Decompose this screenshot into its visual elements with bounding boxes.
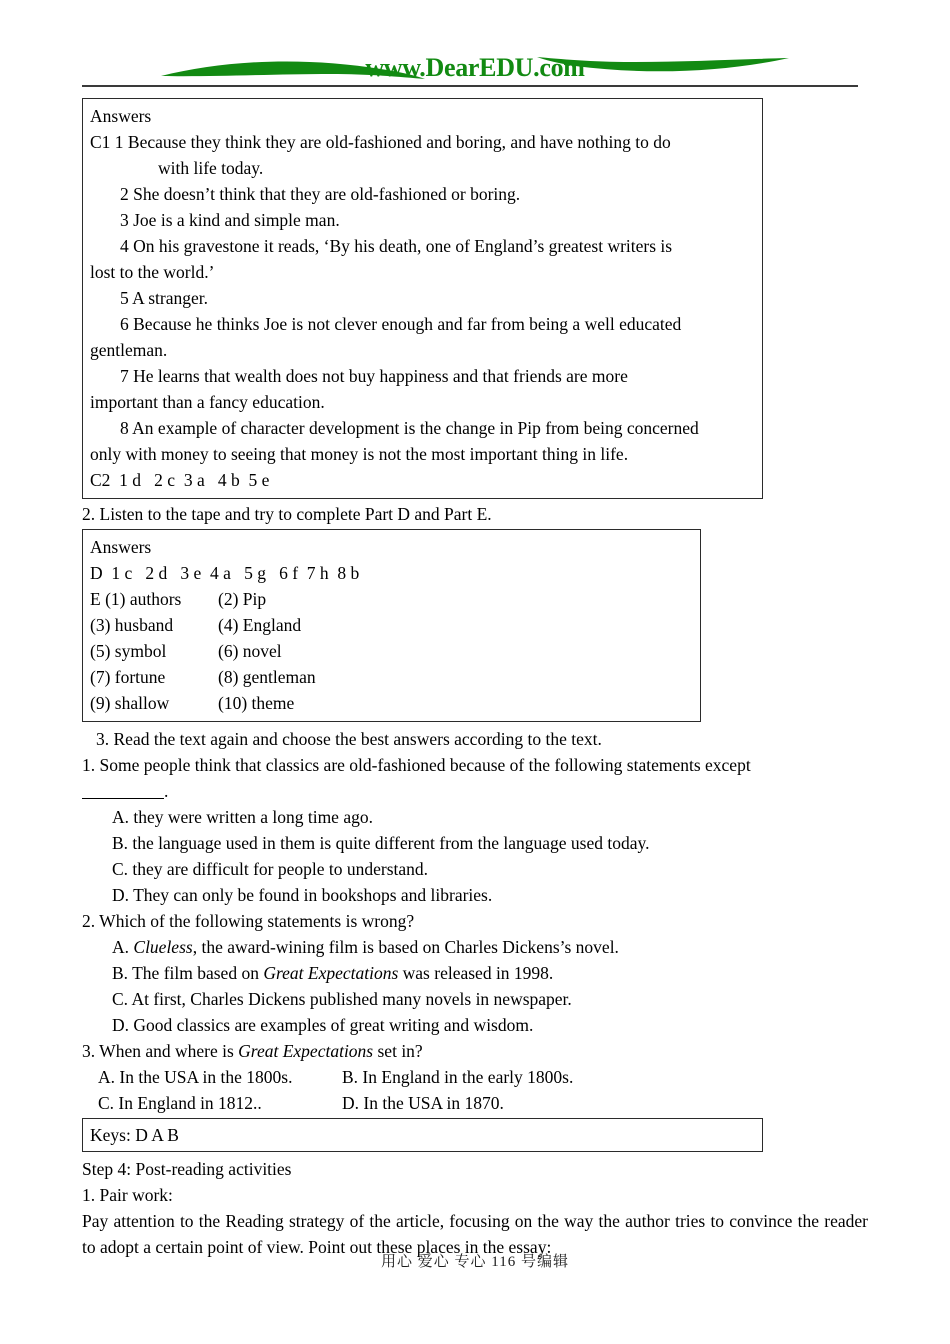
q2-b-pre: B. The film based on [112, 963, 264, 983]
answers-label-de: Answers [90, 537, 152, 557]
answers-box-c [82, 98, 763, 499]
c1-item1: C1 1 Because they think they are old-fashioned and boring, and have nothing to do [90, 132, 671, 152]
e-answer-right: (4) England [218, 615, 302, 635]
c1-item7: 7 He learns that wealth does not buy happiness and that friends are more [120, 366, 628, 386]
c1-item6-cont: gentleman. [90, 340, 168, 360]
c1-item5: 5 A stranger. [120, 288, 208, 308]
site-logo [0, 46, 950, 86]
question-1-stem [82, 752, 866, 778]
q1-option-d[interactable]: D. They can only be found in bookshops and libraries. [112, 885, 493, 905]
answers-box-de [82, 529, 701, 722]
question-2-stem: 2. Which of the following statements is wrong? [82, 911, 415, 931]
q3-option-a[interactable]: A. In the USA in the 1800s. [98, 1067, 293, 1087]
page-header [0, 0, 950, 92]
d-answers: D 1 c 2 d 3 e 4 a 5 g 6 f 7 h 8 b [90, 563, 360, 583]
step4-paragraph: Pay attention to the Reading strategy of the article, focusing on the way the author tries to convince the reader to adopt a certain point of view. Point out these places in the essay: [82, 1211, 868, 1257]
c1-item6: 6 Because he thinks Joe is not clever enough and far from being a well educated [120, 314, 682, 334]
logo-swoosh-graphic [155, 46, 795, 86]
q2-option-c[interactable]: C. At first, Charles Dickens published many novels in newspaper. [112, 989, 572, 1009]
e-answer-row [90, 690, 694, 716]
e-answer-left: (9) shallow [90, 693, 170, 713]
answers-label-c: Answers [90, 106, 152, 126]
instruction-step-3: 3. Read the text again and choose the best answers according to the text. [96, 729, 602, 749]
step4-heading: Step 4: Post-reading activities [82, 1159, 292, 1179]
question-3-stem [82, 1038, 868, 1064]
e-answer-left: (5) symbol [90, 641, 167, 661]
c1-item7-cont: important than a fancy education. [90, 392, 325, 412]
c1-item4: 4 On his gravestone it reads, ‘By his death, one of England’s greatest writers is [120, 236, 673, 256]
c1-item4-cont: lost to the world.’ [90, 262, 215, 282]
c1-item8-cont: only with money to seeing that money is not the most important thing in life. [90, 444, 629, 464]
e-answer-right: (8) gentleman [218, 667, 316, 687]
e-answer-right: (6) novel [218, 641, 282, 661]
q3-option-d[interactable]: D. In the USA in 1870. [342, 1093, 504, 1113]
q1-option-a[interactable]: A. they were written a long time ago. [112, 807, 373, 827]
q3-stem-pre: 3. When and where is [82, 1041, 239, 1061]
e-answer-row [90, 612, 694, 638]
q3-option-b[interactable]: B. In England in the early 1800s. [342, 1067, 574, 1087]
q3-option-row-1 [82, 1064, 868, 1090]
q2-a-title: Clueless [133, 937, 193, 957]
q3-option-row-2 [82, 1090, 868, 1116]
c1-item1-cont: with life today. [158, 158, 264, 178]
q1-option-b[interactable]: B. the language used in them is quite different from the language used today. [112, 833, 650, 853]
q2-b-title: Great Expectations [263, 963, 399, 983]
q3-option-c[interactable]: C. In England in 1812.. [98, 1093, 262, 1113]
e-answer-right: (2) Pip [218, 589, 267, 609]
q2-option-a[interactable] [82, 934, 868, 960]
e-answer-left: (3) husband [90, 615, 174, 635]
page-footer: 用心 爱心 专心 116 号编辑 [381, 1254, 569, 1270]
q3-stem-post: set in? [373, 1041, 423, 1061]
q2-b-post: was released in 1998. [398, 963, 554, 983]
e-answer-row [90, 638, 694, 664]
q2-option-d[interactable]: D. Good classics are examples of great writing and wisdom. [112, 1015, 534, 1035]
c2-answers: C2 1 d 2 c 3 a 4 b 5 e [90, 470, 270, 490]
q1-option-c[interactable]: C. they are difficult for people to understand. [112, 859, 429, 879]
e-answer-row [90, 664, 694, 690]
logo-wordmark: www.DearEDU.com [365, 53, 585, 82]
question-1-blank-row [82, 778, 868, 804]
q2-a-post: , the award-wining film is based on Charles Dickens’s novel. [192, 937, 619, 957]
e-answer-row [90, 586, 694, 612]
answer-blank[interactable] [82, 783, 164, 799]
instruction-step-2: 2. Listen to the tape and try to complete Part D and Part E. [82, 504, 492, 524]
keys-line: Keys: D A B [90, 1125, 179, 1145]
e-answer-right: (10) theme [218, 693, 295, 713]
q2-option-b[interactable] [82, 960, 868, 986]
q3-stem-title: Great Expectations [238, 1041, 374, 1061]
header-rule [82, 85, 858, 87]
c1-item2: 2 She doesn’t think that they are old-fashioned or boring. [120, 184, 521, 204]
c1-item8: 8 An example of character development is the change in Pip from being concerned [120, 418, 699, 438]
keys-box [82, 1118, 763, 1152]
c1-item3: 3 Joe is a kind and simple man. [120, 210, 340, 230]
e-answer-left: E (1) authors [90, 589, 182, 609]
document-body [82, 98, 868, 1260]
q1-stem-period: . [164, 781, 169, 801]
q1-stem-text: 1. Some people think that classics are old-fashioned because of the following statements except [82, 755, 751, 775]
q2-a-pre: A. [112, 937, 134, 957]
e-answer-left: (7) fortune [90, 667, 166, 687]
step4-pair-work: 1. Pair work: [82, 1185, 173, 1205]
